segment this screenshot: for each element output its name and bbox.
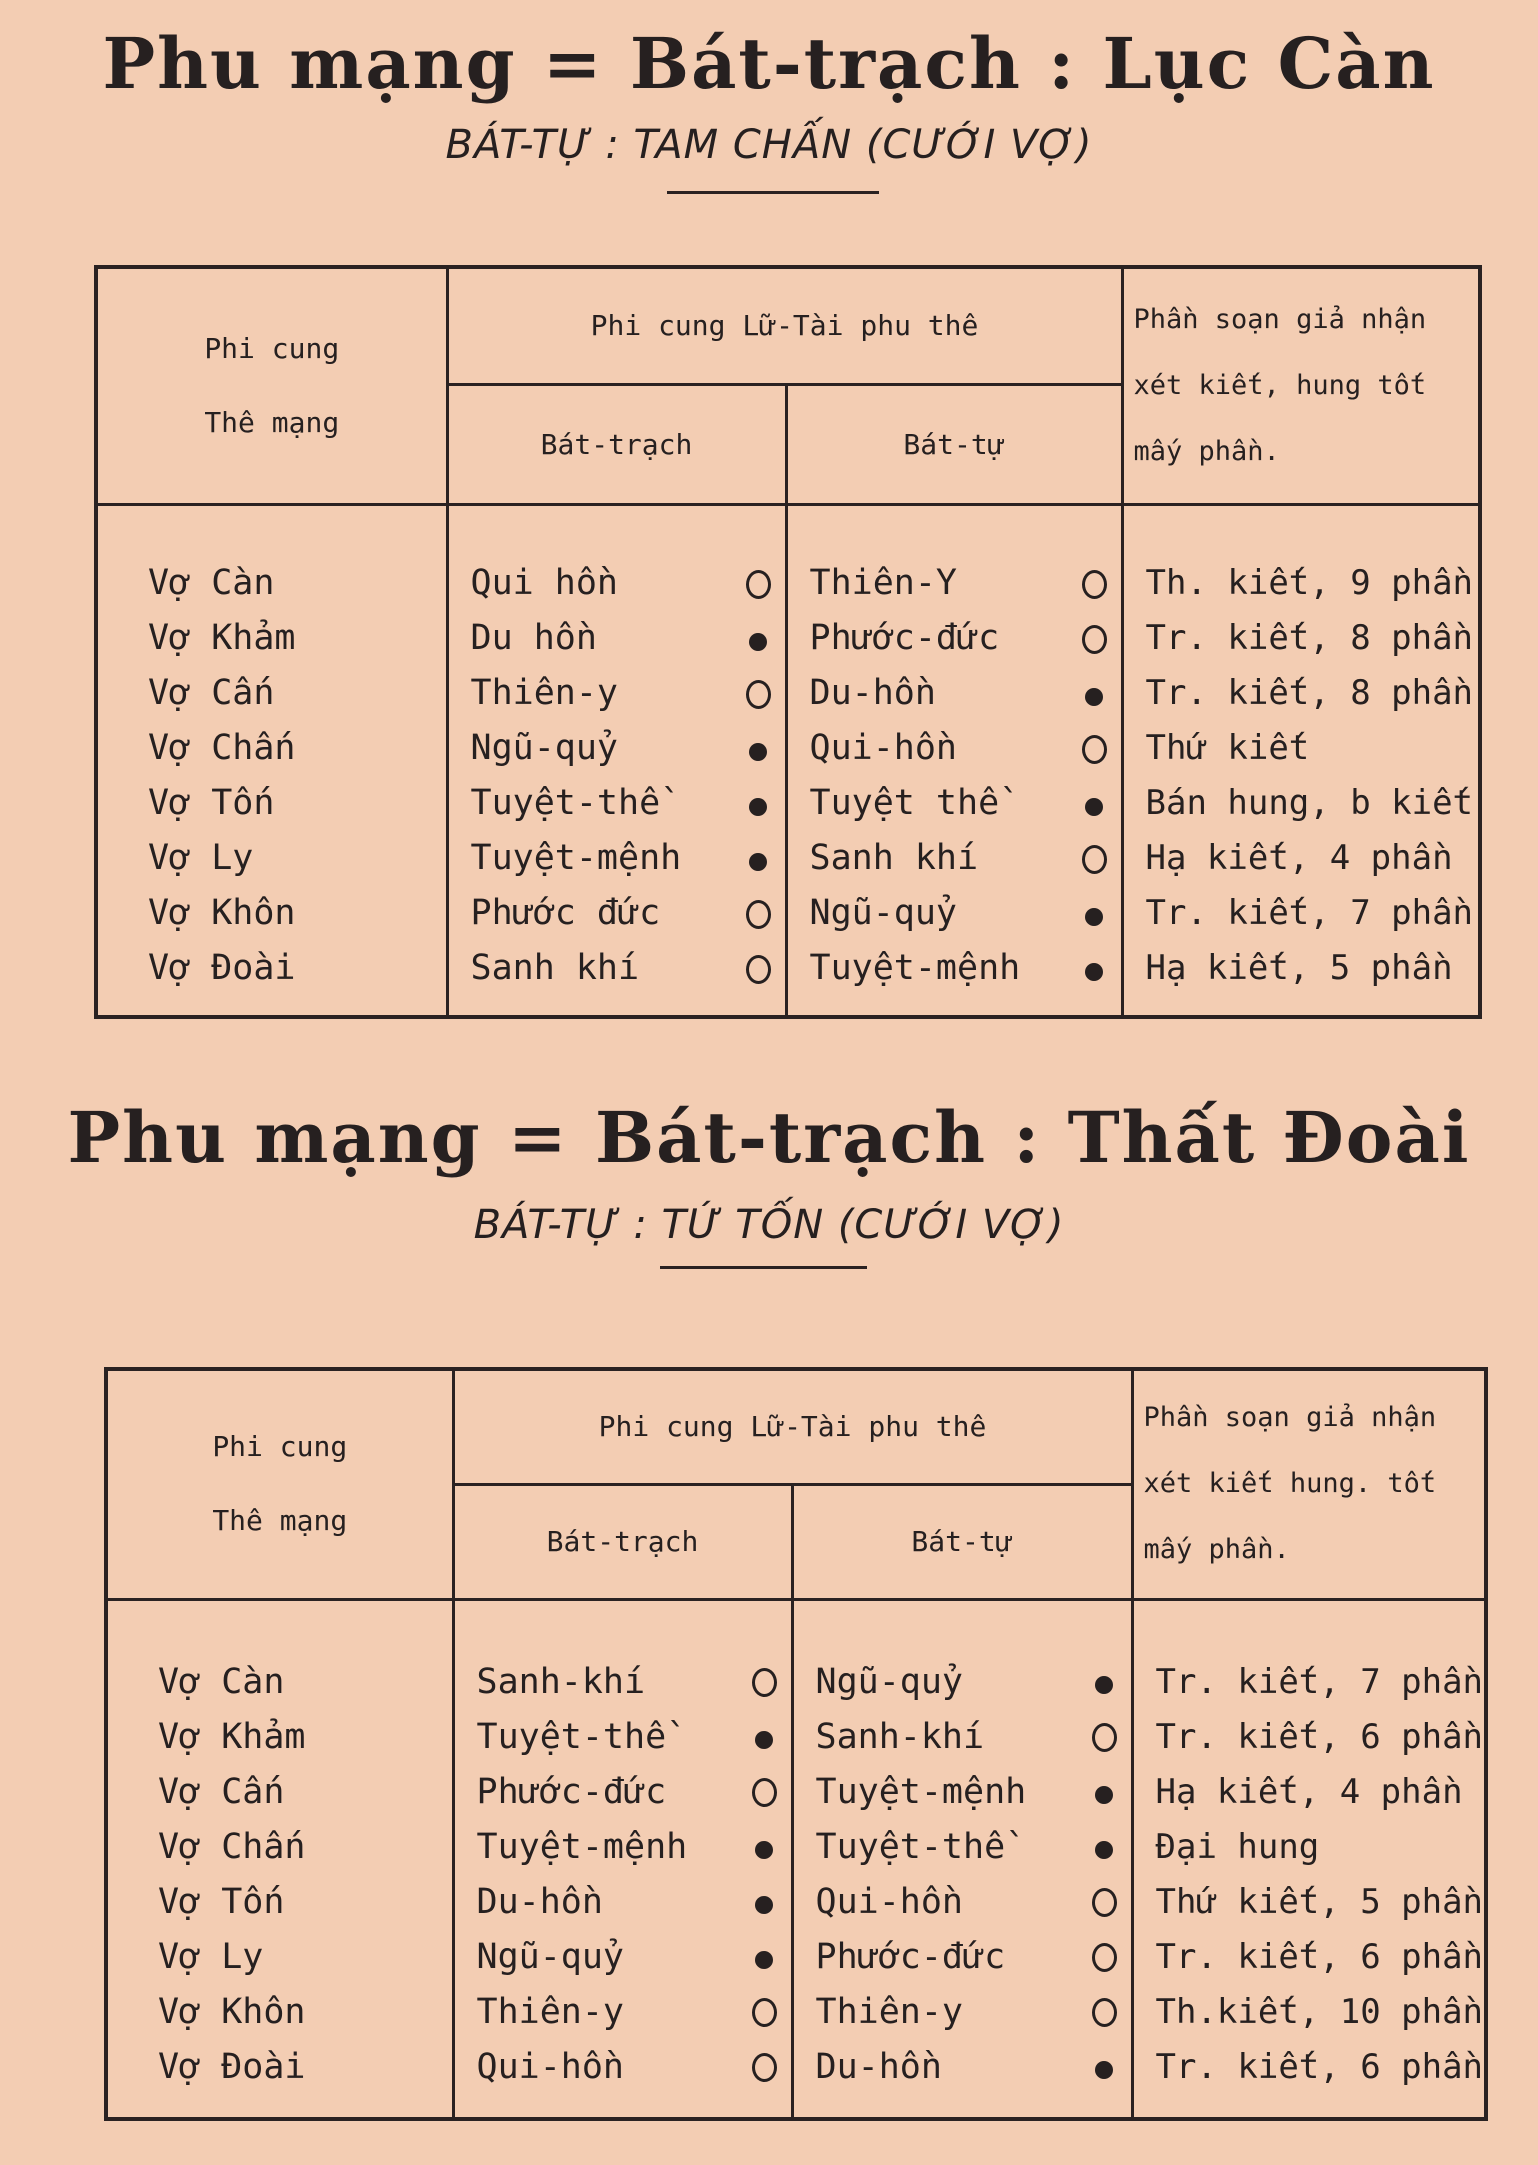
result-label: Bán hung, b kiết bbox=[1145, 783, 1474, 824]
bat-trach-label: Tuyệt-thề bbox=[476, 1716, 667, 1757]
bat-trach-entry bbox=[449, 776, 785, 831]
bat-trach-label: Sanh khí bbox=[470, 948, 640, 989]
header-phi-cung-line1: Phi cung bbox=[204, 331, 340, 365]
bat-tu-label: Du-hồn bbox=[809, 673, 936, 714]
header-group: Phi cung Lữ-Tài phu thê bbox=[453, 1369, 1132, 1484]
bat-tu-entry bbox=[788, 941, 1121, 996]
result-label: Tr. kiết, 7 phần bbox=[1155, 1661, 1484, 1702]
bat-tu-label: Ngũ-quỷ bbox=[809, 893, 958, 934]
result-label: Tr. kiết, 8 phần bbox=[1145, 673, 1474, 714]
open-circle-icon bbox=[746, 570, 771, 599]
bat-tu-label: Qui-hồn bbox=[815, 1881, 964, 1922]
bat-tu-label: Ngũ-quỷ bbox=[815, 1661, 964, 1702]
open-circle-icon bbox=[746, 955, 771, 984]
open-circle-icon bbox=[1082, 570, 1107, 599]
bat-trach-entry bbox=[455, 1875, 791, 1930]
open-circle-icon bbox=[1092, 1943, 1117, 1972]
bat-tu-entry bbox=[788, 666, 1121, 721]
bat-tu-entry bbox=[794, 1875, 1131, 1930]
bat-tu-label: Phước-đức bbox=[809, 618, 1000, 659]
bat-tu-label: Tuyệt-thề bbox=[815, 1826, 1006, 1867]
section-1-subtitle-underline bbox=[667, 191, 879, 194]
open-circle-icon bbox=[746, 680, 771, 709]
bat-tu-entry bbox=[794, 2040, 1131, 2095]
bat-trach-label: Phước đức bbox=[470, 893, 661, 934]
wife-label: Vợ Khôn bbox=[158, 1991, 306, 2032]
header-bat-trach: Bát-trạch bbox=[453, 1484, 792, 1599]
header-note-line2: xét kiết hung. tốt bbox=[1143, 1468, 1437, 1500]
wife-label: Vợ Chấn bbox=[148, 728, 296, 769]
filled-dot-icon bbox=[1085, 963, 1103, 981]
result-label: Đại hung bbox=[1155, 1826, 1320, 1867]
bat-tu-label: Tuyệt-mệnh bbox=[809, 948, 1021, 989]
bat-trach-label: Du-hồn bbox=[476, 1881, 603, 1922]
filled-dot-icon bbox=[755, 1951, 773, 1969]
bat-trach-label: Du hồn bbox=[470, 618, 597, 659]
header-the-mang-line2: Thê mạng bbox=[204, 405, 340, 439]
bat-tu-label: Sanh khí bbox=[809, 838, 979, 879]
bat-trach-entry bbox=[455, 1820, 791, 1875]
bat-tu-entry bbox=[788, 721, 1121, 776]
bat-tu-entry bbox=[794, 1655, 1131, 1710]
bat-trach-entry bbox=[449, 831, 785, 886]
filled-dot-icon bbox=[1085, 908, 1103, 926]
bat-tu-label: Qui-hồn bbox=[809, 728, 958, 769]
filled-dot-icon bbox=[755, 1896, 773, 1914]
section-2-subtitle-underline bbox=[660, 1266, 867, 1269]
filled-dot-icon bbox=[749, 743, 767, 761]
wife-label: Vợ Càn bbox=[148, 563, 275, 604]
bat-tu-label: Phước-đức bbox=[815, 1936, 1006, 1977]
header-note-line1: Phần soạn giả nhận bbox=[1143, 1402, 1437, 1434]
column-wife bbox=[106, 1599, 453, 2119]
result-label: Thứ kiết bbox=[1145, 728, 1310, 769]
header-note-line1: Phần soạn giả nhận bbox=[1133, 303, 1427, 335]
bat-trach-entry bbox=[449, 941, 785, 996]
bat-tu-entry bbox=[788, 611, 1121, 666]
header-note-line3: mấy phần. bbox=[1133, 435, 1280, 467]
wife-label: Vợ Khảm bbox=[158, 1716, 306, 1757]
bat-trach-label: Tuyệt-mệnh bbox=[470, 838, 682, 879]
wife-label: Vợ Chấn bbox=[158, 1826, 306, 1867]
wife-label: Vợ Tốn bbox=[148, 783, 275, 824]
filled-dot-icon bbox=[1095, 2061, 1113, 2079]
bat-trach-entry bbox=[455, 1710, 791, 1765]
bat-trach-label: Qui hồn bbox=[470, 563, 619, 604]
wife-label: Vợ Khôn bbox=[148, 893, 296, 934]
bat-tu-entry bbox=[794, 1710, 1131, 1765]
bat-trach-entry bbox=[449, 721, 785, 776]
filled-dot-icon bbox=[1095, 1841, 1113, 1859]
bat-tu-label: Thiên-y bbox=[815, 1991, 964, 2032]
header-phi-cung bbox=[96, 267, 447, 504]
column-bat-tu bbox=[786, 504, 1122, 1017]
filled-dot-icon bbox=[1095, 1786, 1113, 1804]
result-label: Hạ kiết, 4 phần bbox=[1155, 1771, 1463, 1812]
result-label: Th. kiết, 9 phần bbox=[1145, 563, 1474, 604]
bat-trach-label: Ngũ-quỷ bbox=[476, 1936, 625, 1977]
bat-tu-label: Tuyệt thề bbox=[809, 783, 1000, 824]
bat-tu-entry bbox=[794, 1930, 1131, 1985]
header-bat-trach: Bát-trạch bbox=[447, 384, 786, 504]
header-group: Phi cung Lữ-Tài phu thê bbox=[447, 267, 1122, 384]
bat-tu-entry bbox=[794, 1765, 1131, 1820]
open-circle-icon bbox=[752, 2053, 777, 2082]
result-label: Tr. kiết, 6 phần bbox=[1155, 1936, 1484, 1977]
result-label: Tr. kiết, 6 phần bbox=[1155, 2046, 1484, 2087]
header-bat-tu: Bát-tự bbox=[786, 384, 1122, 504]
wife-label: Vợ Cấn bbox=[148, 673, 275, 714]
wife-label: Vợ Ly bbox=[158, 1936, 264, 1977]
bat-trach-entry bbox=[449, 556, 785, 611]
bat-trach-label: Ngũ-quỷ bbox=[470, 728, 619, 769]
bat-tu-label: Du-hồn bbox=[815, 2046, 942, 2087]
bat-trach-entry bbox=[449, 886, 785, 941]
wife-label: Vợ Đoài bbox=[148, 948, 296, 989]
bat-trach-entry bbox=[455, 1930, 791, 1985]
result-label: Thứ kiết, 5 phần bbox=[1155, 1881, 1484, 1922]
section-1-subtitle: BÁT-TỰ : TAM CHẤN (CƯỚI VỢ) bbox=[445, 122, 1093, 168]
result-label: Hạ kiết, 4 phần bbox=[1145, 838, 1453, 879]
open-circle-icon bbox=[1092, 1723, 1117, 1752]
header-bat-tu: Bát-tự bbox=[792, 1484, 1132, 1599]
column-wife bbox=[96, 504, 447, 1017]
column-bat-trach bbox=[447, 504, 786, 1017]
column-bat-tu bbox=[792, 1599, 1132, 2119]
filled-dot-icon bbox=[1085, 798, 1103, 816]
open-circle-icon bbox=[1092, 1888, 1117, 1917]
bat-trach-label: Phước-đức bbox=[476, 1771, 667, 1812]
wife-label: Vợ Cấn bbox=[158, 1771, 285, 1812]
header-note bbox=[1132, 1369, 1486, 1599]
section-2-table bbox=[104, 1367, 1488, 2121]
result-label: Tr. kiết, 8 phần bbox=[1145, 618, 1474, 659]
result-label: Th.kiết, 10 phần bbox=[1155, 1991, 1484, 2032]
section-2-subtitle: BÁT-TỰ : TỨ TỐN (CƯỚI VỢ) bbox=[473, 1202, 1065, 1248]
open-circle-icon bbox=[752, 1668, 777, 1697]
header-note bbox=[1122, 267, 1480, 504]
bat-tu-entry bbox=[788, 831, 1121, 886]
column-result bbox=[1122, 504, 1480, 1017]
result-label: Tr. kiết, 6 phần bbox=[1155, 1716, 1484, 1757]
bat-trach-entry bbox=[449, 666, 785, 721]
bat-tu-entry bbox=[788, 776, 1121, 831]
section-1-title: Phu mạng = Bát-trạch : Lục Càn bbox=[102, 22, 1436, 105]
bat-tu-entry bbox=[788, 556, 1121, 611]
wife-label: Vợ Tốn bbox=[158, 1881, 285, 1922]
column-bat-trach bbox=[453, 1599, 792, 2119]
filled-dot-icon bbox=[755, 1841, 773, 1859]
wife-label: Vợ Càn bbox=[158, 1661, 285, 1702]
bat-tu-entry bbox=[788, 886, 1121, 941]
filled-dot-icon bbox=[749, 633, 767, 651]
wife-label: Vợ Ly bbox=[148, 838, 254, 879]
result-label: Hạ kiết, 5 phần bbox=[1145, 948, 1453, 989]
bat-tu-entry bbox=[794, 1820, 1131, 1875]
result-label: Tr. kiết, 7 phần bbox=[1145, 893, 1474, 934]
column-result bbox=[1132, 1599, 1486, 2119]
bat-trach-entry bbox=[455, 2040, 791, 2095]
bat-trach-label: Tuyệt-mệnh bbox=[476, 1826, 688, 1867]
bat-tu-entry bbox=[794, 1985, 1131, 2040]
open-circle-icon bbox=[1092, 1998, 1117, 2027]
open-circle-icon bbox=[752, 1998, 777, 2027]
header-note-line2: xét kiết, hung tốt bbox=[1133, 369, 1427, 401]
bat-trach-label: Thiên-y bbox=[476, 1991, 625, 2032]
filled-dot-icon bbox=[1095, 1676, 1113, 1694]
wife-label: Vợ Khảm bbox=[148, 618, 296, 659]
wife-label: Vợ Đoài bbox=[158, 2046, 306, 2087]
open-circle-icon bbox=[1082, 625, 1107, 654]
bat-trach-entry bbox=[449, 611, 785, 666]
bat-trach-label: Sanh-khí bbox=[476, 1661, 646, 1702]
bat-trach-label: Tuyệt-thề bbox=[470, 783, 661, 824]
filled-dot-icon bbox=[1085, 688, 1103, 706]
open-circle-icon bbox=[752, 1778, 777, 1807]
section-2-title: Phu mạng = Bát-trạch : Thất Đoài bbox=[67, 1096, 1471, 1179]
bat-trach-label: Qui-hồn bbox=[476, 2046, 625, 2087]
header-phi-cung-line1: Phi cung bbox=[212, 1430, 348, 1464]
bat-trach-entry bbox=[455, 1655, 791, 1710]
filled-dot-icon bbox=[749, 798, 767, 816]
open-circle-icon bbox=[1082, 735, 1107, 764]
bat-tu-label: Sanh-khí bbox=[815, 1716, 985, 1757]
bat-trach-label: Thiên-y bbox=[470, 673, 619, 714]
bat-tu-label: Thiên-Y bbox=[809, 563, 958, 604]
bat-trach-entry bbox=[455, 1765, 791, 1820]
header-the-mang-line2: Thê mạng bbox=[212, 1504, 348, 1538]
open-circle-icon bbox=[1082, 845, 1107, 874]
bat-trach-entry bbox=[455, 1985, 791, 2040]
open-circle-icon bbox=[746, 900, 771, 929]
filled-dot-icon bbox=[749, 853, 767, 871]
filled-dot-icon bbox=[755, 1731, 773, 1749]
section-1-table bbox=[94, 265, 1482, 1019]
header-phi-cung bbox=[106, 1369, 453, 1599]
bat-tu-label: Tuyệt-mệnh bbox=[815, 1771, 1027, 1812]
header-note-line3: mấy phần. bbox=[1143, 1534, 1290, 1566]
